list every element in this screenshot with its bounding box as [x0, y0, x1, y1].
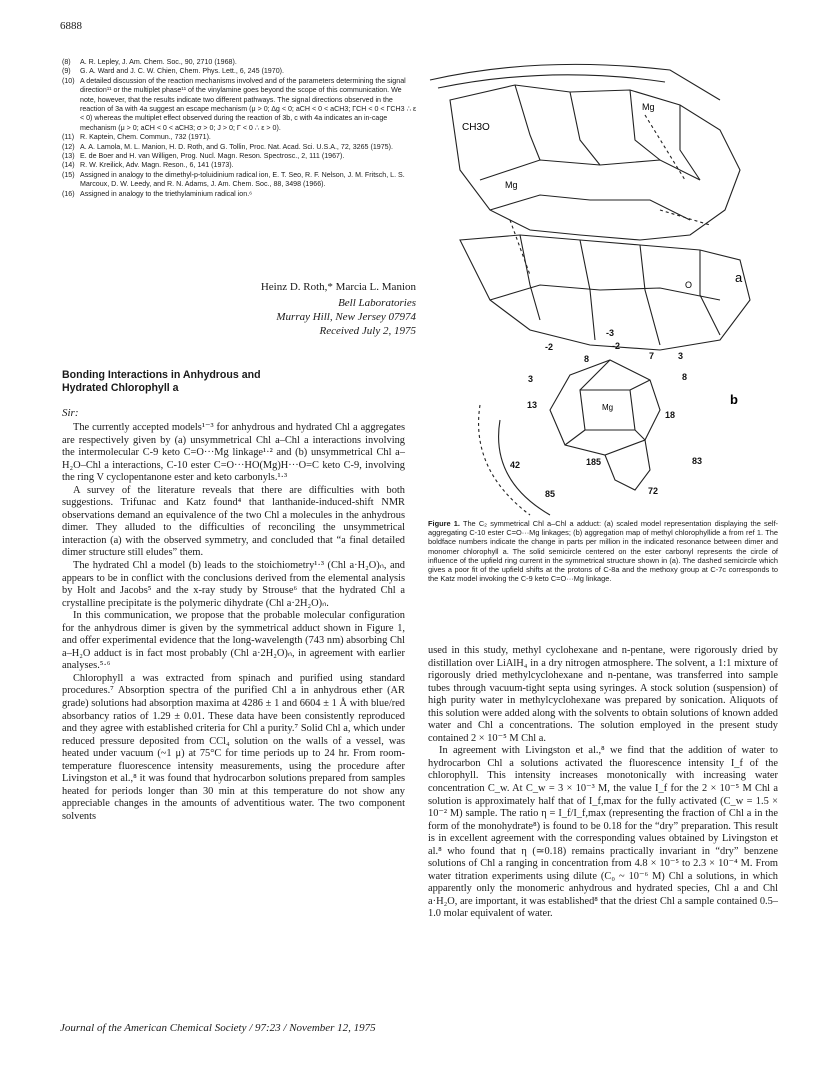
left-column [62, 422, 405, 1012]
shift-value: -3 [606, 328, 615, 338]
porphyrin-ring-top [450, 85, 740, 240]
mg-label-map: Mg [602, 403, 614, 412]
received-date: Received July 2, 1975 [319, 325, 416, 337]
shift-value: 185 [586, 457, 602, 467]
paragraph: used in this study, methyl cyclohexane and n-pentane, were rigorously dried by distillation over LiAlH₄ in a dry nitrogen atmosphere. The solvent, a 1:1 mixture of rigorously dried methylcyclohexane and n-pentane, was transferred into sample tubes through vacuum-tight septa using syringes. A stock solution (suspension) of high purity water in methylcyclohexane was prepared by sonication. Aliquots of this solution were added along with the solvents to obtain solutions of known added water and Chl a concentrations. The solution employed in the present study contained 2 × 10⁻⁵ M Chl a. [428, 645, 778, 744]
shift-value: 83 [692, 456, 703, 466]
paragraph: A survey of the literature reveals that there are difficulties with both suggestions. Trifunac and Katz found⁴ that lanthanide-induced-shift NMR observations demand an equivalence of the two Chl a molecules in the anhydrous dimer. They alluded to the difficulties of reconciling the unsymmetrical interaction (a) with the observed symmetry, and concluded that “a final detailed dimer structure still eludes” them. [62, 484, 405, 559]
reference-item: (11) R. Kaptein, Chem. Commun., 732 (1971). [62, 133, 211, 142]
reference-item: (13) E. de Boer and H. van Willigen, Prog. Nucl. Magn. Reson. Spectrosc., 2, 111 (1967). [62, 152, 345, 161]
reference-list [62, 58, 417, 199]
mg-label-top: Mg [642, 102, 655, 112]
paragraph: In this communication, we propose that the probable molecular configuration for the anhydrous dimer is given by the symmetrical adduct shown in Figure 1, and offer experimental evidence that the long-wavelength (743 nm) absorbing Chl a–H₂O adduct is in fact most probably (Chl a·2H₂O)ₙ, in agreement with earlier analyses.⁵·⁶ [62, 610, 405, 672]
methoxy-label: CH3O [462, 122, 490, 133]
caption-text: The C₂ symmetrical Chl a–Chl a adduct: (a) scaled model representation displaying the self-aggregating C-10 ester C=O···Mg linkages; (b) aggregation map of methyl chlorophyllide a from ref 1. The boldface numbers indicate the change in parts per million in the indicated resonance between dimer and monomer chlorophyll a. The solid semicircle centered on the ester carbonyl represents the circle of influence of the upfield ring current in the symmetrical structure shown in (a). The dashed semicircle which gives a poor fit of the upfield shifts at the protons of C-8a and the methoxy group at C-7c corresponds to the Katz model invoking the C-9 keto C=O···Mg linkage. [428, 519, 778, 584]
shift-value: 7 [649, 351, 655, 361]
affiliation: Bell Laboratories [338, 297, 416, 309]
reference-item: (15) Assigned in analogy to the dimethyl-p-toluidinium radical ion, E. T. Seo, R. F. Nelson, J. M. Fritsch, L. S. Marcoux, D. W. Leedy, and R. N. Adams, J. Am. Chem. Soc., 88, 3498 (1966). [62, 170, 405, 189]
figure-1-drawing [420, 60, 785, 520]
paragraph: The currently accepted models¹⁻³ for anhydrous and hydrated Chl a aggregates are respectively given by (a) unsymmetrical Chl a–Chl a interactions involving the intermolecular C-9 keto C=O···Mg linkage¹·² and (b) unsymmetrical Chl a–H₂O–Chl a interactions, C-10 ester C=O···HO(Mg)H···O=C keto C-9, involving the ring V cyclopentanone ester and keto carbonyls.¹·³ [62, 422, 405, 484]
reference-item: (14) R. W. Kreilick, Adv. Magn. Reson., 6, 141 (1973). [62, 161, 234, 170]
reference-item: (12) A. A. Lamola, M. L. Manion, H. D. Roth, and G. Tollin, Proc. Nat. Acad. Sci. U.S.A., 72, 3265 (1975). [62, 142, 393, 151]
figure-label-b: b [730, 392, 738, 407]
shift-value: 72 [648, 486, 659, 496]
reference-item: (8) A. R. Lepley, J. Am. Chem. Soc., 90, 2710 (1968). [62, 58, 237, 66]
author-names: Heinz D. Roth,* Marcia L. Manion [260, 281, 416, 293]
porphyrin-ring-bottom [460, 235, 750, 350]
shift-value: 8 [682, 372, 688, 382]
shift-value: -2 [545, 342, 554, 352]
salutation: Sir: [62, 407, 79, 419]
caption-label: Figure 1. [428, 519, 460, 528]
shift-value: 18 [665, 410, 676, 420]
shift-value: 8 [584, 354, 590, 364]
address: Murray Hill, New Jersey 07974 [276, 311, 416, 323]
shift-value: 3 [528, 374, 534, 384]
mg-label-bottom: Mg [505, 180, 518, 190]
shift-value: 13 [527, 400, 538, 410]
upfield-semicircle [499, 420, 550, 515]
reference-item: (16) Assigned in analogy to the triethylaminium radical ion.⁶ [62, 189, 253, 198]
reference-item: (9) G. A. Ward and J. C. W. Chien, Chem. Phys. Lett., 6, 245 (1970). [62, 67, 284, 76]
figure-label-a: a [735, 270, 743, 285]
shift-value: 42 [510, 460, 521, 470]
shift-value: 85 [545, 489, 556, 499]
reference-item: (10) A detailed discussion of the reaction mechanisms involved and of the parameters determining the signal direction¹¹ or the multiplet phase¹¹ of the vinylamine goes beyond the scope of this communication. We note, however, that the results indicate two different pathways. The signal directions observed in the reaction of 3a with 4a suggest an escape mechanism (μ > 0; Δg < 0; aCH < 0 < aCH3; ΓCH < 0 < ΓCH3 ∴ ε < 0) whereas the multiplet effect observed during the reaction of 3b, c with 4a indicates an in-cage mechanism (μ > 0; aCH < 0 < aCH3; σ > 0; J > 0; Γ < 0 ∴ ε > 0). [62, 76, 417, 132]
article-title: Bonding Interactions in Anhydrous and Hydrated Chlorophyll a [62, 369, 261, 394]
paragraph: The hydrated Chl a model (b) leads to the stoichiometry¹·³ (Chl a·H₂O)ₙ, and appears to be in conflict with the conclusions derived from the elemental analysis by Holt and Jacobs⁵ and the x-ray study by Strouse⁶ that the hydrated Chl a crystalline precipitate is the polymeric dihydrate (Chl a·2H₂O)ₙ. [62, 560, 405, 609]
paragraph: In agreement with Livingston et al.,⁸ we find that the addition of water to hydrocarbon Chl a solutions activated the fluorescence intensity I_f of the chlorophyll. This intensity increases monotonically with increasing water concentration C_w. At C_w = 3 × 10⁻³ M, the value I_f for the 2 × 10⁻⁵ M Chl a solution is approximately half that of I_f,max for the fully activated (C_w = 1.5 × 10⁻² M) sample. The ratio η = I_f/I_f,max (representing the fraction of Chl a in the form of the monohydrate⁸) is found to be 0.18 for the “dry” preparation. This result is in excellent agreement with the corresponding values obtained by Livingston et al.⁸ who found that η (≃0.18) remains practically invariant in “dry” benzene solutions of Chl a ranging in concentration from 4.8 × 10⁻⁵ to 2.3 × 10⁻⁴ M. From water titration experiments using dilute (C₀ ~ 10⁻⁶ M) Chl a solutions, in which apparently only the monomeric anhydrous and hydrated species, Chl a and Chl a·H₂O, are important, it was established⁸ that the driest Chl a sample contained 0.5–1.0 molar equivalent of water. [428, 745, 778, 920]
page-number: 6888 [60, 20, 82, 32]
shift-value: -2 [612, 341, 621, 351]
oxygen-label: O [685, 280, 693, 290]
shift-value: 3 [678, 351, 684, 361]
journal-footer: Journal of the American Chemical Society / 97:23 / November 12, 1975 [60, 1022, 376, 1034]
right-column [428, 645, 778, 1010]
figure-caption [428, 519, 778, 583]
paragraph: Chlorophyll a was extracted from spinach and purified using standard procedures.⁷ Absorption spectra of the purified Chl a in anhydrous ether (AR grade) solutions had absorption maxima at 4286 ± 1 and 6604 ± 1 Å with blue/red absorbancy ratios of 1.29 ± 0.01. These data have been consistently reproduced and they agree with established criteria for Chl a purity.⁷ Solid Chl a, which under reduced pressure deposited from CCl₄ solution on the walls of a vessel, was heated under vacuum (~1 μ) at 75°C for time periods up to 24 hr. From room-temperature fluorescence intensity measurements, using the procedure after Livingston et al.,⁸ it was found that hydrocarbon solutions prepared from samples heated for periods longer than 30 min at this temperature do not show any appreciable changes in the amounts of adventitious water. The two component solvents [62, 672, 405, 822]
